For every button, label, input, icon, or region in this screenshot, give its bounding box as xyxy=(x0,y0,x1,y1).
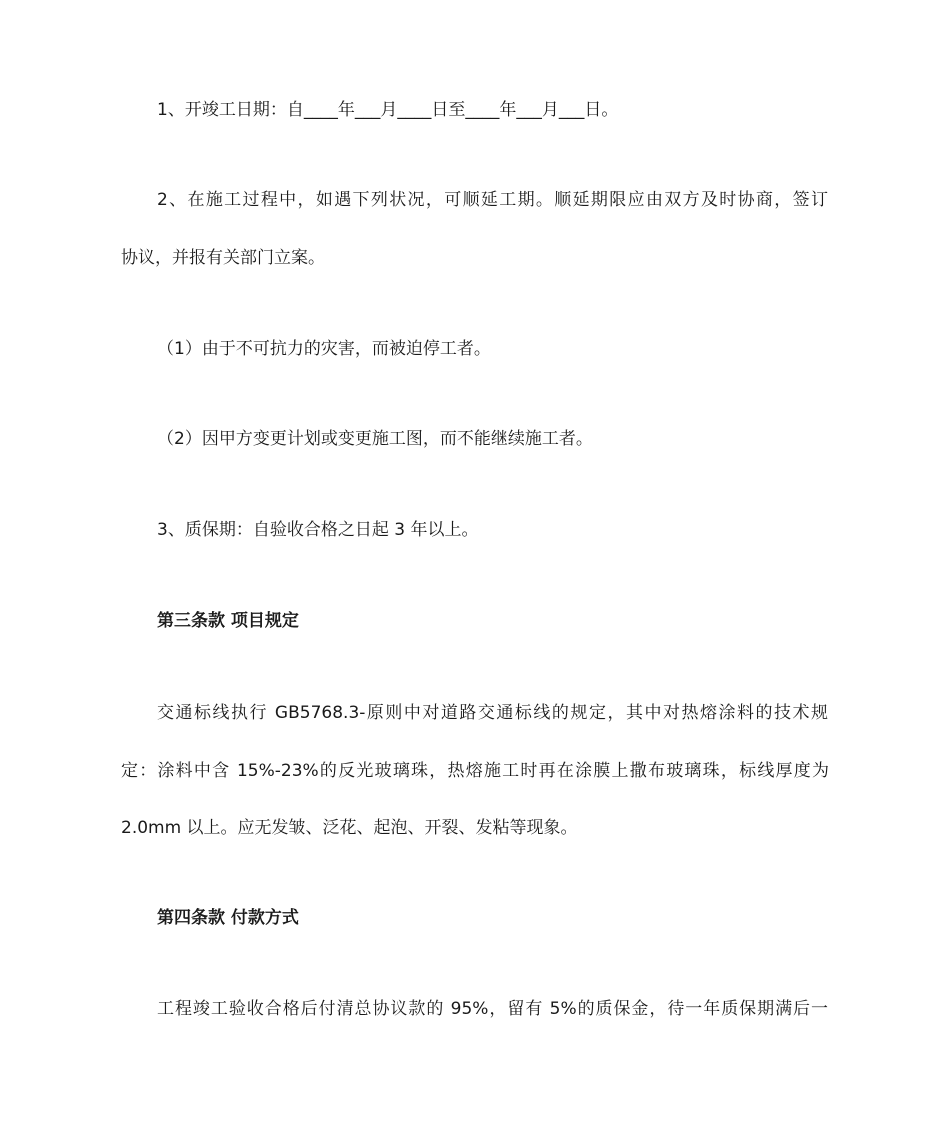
extension-condition-1: （1）由于不可抗力的灾害，而被迫停工者。 xyxy=(157,339,491,359)
warranty-clause: 3、质保期：自验收合格之日起 3 年以上。 xyxy=(157,520,479,540)
section-3-paragraph-line-2: 定：涂料中含 15%-23%的反光玻璃珠，热熔施工时再在涂膜上撒布玻璃珠，标线厚度为 xyxy=(121,761,829,781)
section-4-heading: 第四条款 付款方式 xyxy=(157,908,299,928)
extension-condition-2: （2）因甲方变更计划或变更施工图，而不能继续施工者。 xyxy=(157,429,593,449)
section-3-paragraph-line-3: 2.0mm 以上。应无发皱、泛花、起泡、开裂、发粘等现象。 xyxy=(121,818,578,838)
schedule-extension-clause-line-1: 2、在施工过程中，如遇下列状况，可顺延工期。顺延期限应由双方及时协商，签订 xyxy=(157,190,828,210)
section-4-paragraph-line-1: 工程竣工验收合格后付清总协议款的 95%，留有 5%的质保金，待一年质保期满后一 xyxy=(157,999,828,1019)
section-3-paragraph-line-1: 交通标线执行 GB5768.3-原则中对道路交通标线的规定，其中对热熔涂料的技术规 xyxy=(157,703,828,723)
start-end-date-clause: 1、开竣工日期：自____年___月____日至____年___月___日。 xyxy=(157,100,619,120)
schedule-extension-clause-line-2: 协议，并报有关部门立案。 xyxy=(121,248,325,268)
section-3-heading: 第三条款 项目规定 xyxy=(157,611,299,631)
